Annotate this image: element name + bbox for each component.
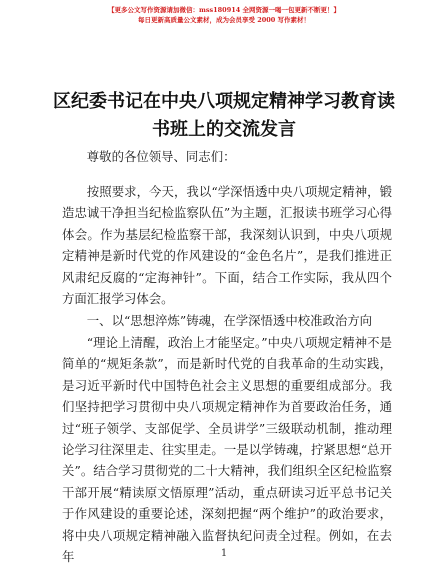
body-paragraph: “理论上清醒，政治上才能坚定。”中央八项规定精神不是简单的“规矩条款”，而是新时代党的自我革命的生动实践，是习近平新时代中国特色社会主义思想的重要组成部分。我们坚持把学习贯彻中央八项规定精神作为首要政治任务，通过“班子领学、支部促学、全员讲学”三级联动机制，推动理论学习往深里走、往实里走。一是以学铸魂，拧紧思想“总开关”。结合学习贯彻党的二十大精神，我们组织全区纪检监察干部开展“精读原文悟原理”活动，重点研读习近平总书记关于作风建设的重要论述，深刻把握“两个维护”的政治要求，将中央八项规定精神融入监督执纪问责全过程。例如，在去年: [62, 335, 392, 565]
section-heading-1: 一、以“思想淬炼”铸魂，在学深悟透中校准政治方向: [86, 313, 373, 328]
document-title: 区纪委书记在中央八项规定精神学习教育读书班上的交流发言: [53, 91, 395, 140]
salutation: 尊敬的各位领导、同志们：: [86, 149, 236, 164]
promo-banner-line-2: 每日更新高质量公文素材，成为会员享受 2000 写作素材！: [137, 16, 311, 24]
promo-banner-line-1: 【更多公文写作资源请加微信：mss180914 全网资源一喝一包更新不断更！】: [107, 6, 341, 14]
page-number: 1: [220, 548, 228, 559]
intro-paragraph: 按照要求，今天，我以“学深悟透中央八项规定精神，锻造忠诚干净担当纪检监察队伍”为主题，汇报读书班学习心得体会。作为基层纪检监察干部，我深刻认识到，中央八项规定精神是新时代党的作风建设的“金色名片”，是我们推进正风肃纪反腐的“定海神针”。下面，结合工作实际，我从四个方面汇报学习体会。: [62, 184, 392, 307]
